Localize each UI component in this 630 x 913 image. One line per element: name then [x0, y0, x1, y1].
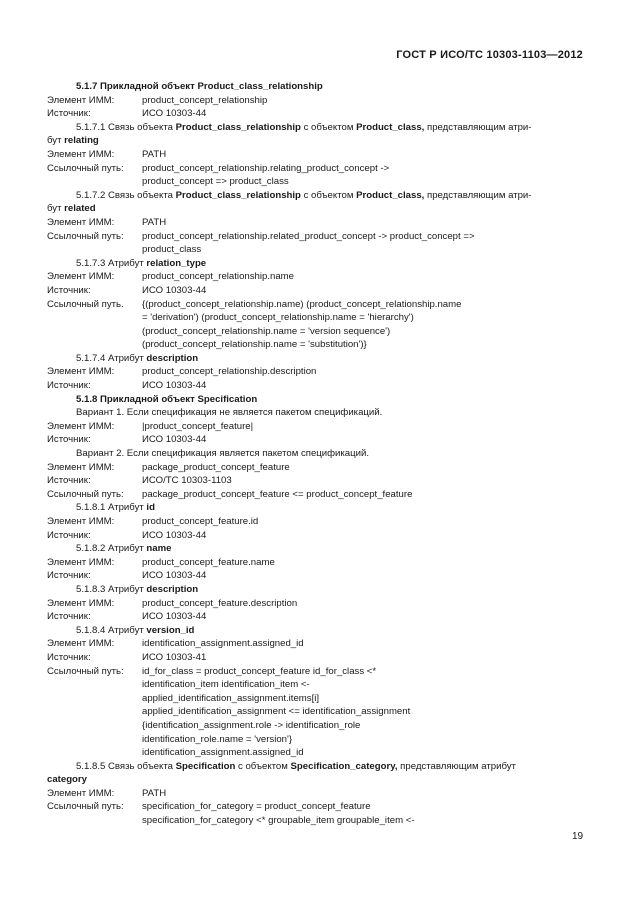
field-value: ИСО 10303-41 [142, 651, 207, 663]
field-label: Ссылочный путь: [47, 230, 124, 242]
subsection-5-1-7-1-cont: бут relating [47, 135, 99, 147]
field-row [47, 787, 592, 801]
field-value: {(product_concept_relationship.name) (product_concept_relationship.name [142, 298, 462, 310]
field-row [47, 610, 592, 624]
field-label: Источник: [47, 651, 91, 663]
field-label: Элемент ИММ: [47, 271, 115, 283]
field-row [47, 529, 592, 543]
field-value-cont: product_concept => product_class [142, 176, 289, 188]
subsection-5-1-7-3: 5.1.7.3 Атрибут relation_type [76, 257, 207, 269]
field-label: Элемент ИММ: [47, 638, 115, 650]
field-label: Источник: [47, 570, 91, 582]
subsection-5-1-8-5: 5.1.8.5 Связь объекта Specification с объектом Specification_category, представляющим атрибут [76, 760, 516, 772]
field-value-cont: (product_concept_relationship.name = 'substitution')} [142, 339, 367, 351]
field-label: Элемент ИММ: [47, 216, 115, 228]
field-label: Источник: [47, 475, 91, 487]
variant-2: Вариант 2. Если спецификация является пакетом спецификаций. [76, 448, 370, 460]
field-row [47, 148, 592, 162]
field-value-cont: applied_identification_assignment <= identification_assignment [142, 706, 411, 718]
field-value-cont: specification_for_category <* groupable_item groupable_item <- [142, 815, 415, 827]
field-value: PATH [142, 787, 167, 799]
field-label: Элемент ИММ: [47, 556, 115, 568]
document-body [47, 80, 592, 828]
field-row [47, 556, 592, 570]
field-value: product_concept_relationship.relating_product_concept -> [142, 162, 390, 174]
field-value-cont: identification_role.name = 'version'} [142, 733, 293, 745]
field-row [47, 107, 592, 121]
field-value: id_for_class = product_concept_feature id_for_class <* [142, 665, 377, 677]
field-label: Элемент ИММ: [47, 148, 115, 160]
field-row [47, 637, 592, 651]
field-label: Источник: [47, 434, 91, 446]
field-value: ИСО 10303-44 [142, 570, 207, 582]
field-value: package_product_concept_feature <= product_concept_feature [142, 488, 413, 500]
field-row [47, 665, 592, 679]
field-label: Ссылочный путь: [47, 801, 124, 813]
field-row [47, 651, 592, 665]
field-value-cont: applied_identification_assignment.items[i] [142, 692, 320, 704]
field-value: |product_concept_feature| [142, 420, 254, 432]
field-row [47, 162, 592, 176]
page-header: ГОСТ Р ИСО/ТС 10303-1103—2012 [396, 49, 583, 61]
field-value: product_concept_relationship.description [142, 366, 317, 378]
field-label: Ссылочный путь: [47, 488, 124, 500]
field-label: Ссылочный путь: [47, 665, 124, 677]
field-value: product_concept_feature.id [142, 516, 259, 527]
field-value-cont: product_class [142, 244, 202, 256]
field-value-cont: identification_item identification_item <- [142, 679, 310, 691]
field-row [47, 365, 592, 379]
field-label: Элемент ИММ: [47, 516, 115, 527]
field-value: ИСО 10303-44 [142, 434, 207, 446]
field-value: product_concept_relationship.related_product_concept -> product_concept => [142, 230, 475, 242]
field-value: ИСО 10303-44 [142, 380, 207, 392]
field-row [47, 284, 592, 298]
field-value: product_concept_feature.description [142, 597, 298, 609]
field-value-cont: {identification_assignment.role -> identification_role [142, 719, 361, 731]
field-label: Источник: [47, 284, 91, 296]
field-label: Элемент ИММ: [47, 787, 115, 799]
variant-1: Вариант 1. Если спецификация не является пакетом спецификаций. [76, 407, 383, 419]
field-row [47, 461, 592, 475]
field-row [47, 379, 592, 393]
field-value-cont: (product_concept_relationship.name = 'version sequence') [142, 325, 391, 337]
field-value-cont: = 'derivation') (product_concept_relationship.name = 'hierarchy') [142, 312, 414, 324]
subsection-5-1-8-5-cont: category [47, 774, 87, 786]
subsection-5-1-7-4: 5.1.7.4 Атрибут description [76, 352, 199, 364]
subsection-5-1-7-2-cont: бут related [47, 203, 96, 215]
field-value: PATH [142, 148, 167, 160]
section-heading-5-1-8: 5.1.8 Прикладной объект Specification [76, 393, 258, 405]
field-row [47, 569, 592, 583]
subsection-5-1-8-2: 5.1.8.2 Атрибут name [76, 543, 172, 555]
field-row [47, 298, 592, 312]
subsection-5-1-7-2: 5.1.7.2 Связь объекта Product_class_relationship с объектом Product_class, представляющим атри- [76, 189, 532, 201]
field-label: Элемент ИММ: [47, 461, 115, 473]
field-value: product_concept_feature.name [142, 556, 275, 568]
subsection-5-1-8-1: 5.1.8.1 Атрибут id [76, 502, 155, 514]
field-value: product_concept_relationship [142, 94, 268, 106]
field-value: package_product_concept_feature [142, 461, 290, 473]
subsection-5-1-8-4: 5.1.8.4 Атрибут version_id [76, 624, 195, 636]
field-value: ИСО 10303-44 [142, 108, 207, 120]
field-value: ИСО 10303-44 [142, 611, 207, 623]
field-label: Источник: [47, 529, 91, 541]
subsection-5-1-8-3: 5.1.8.3 Атрибут description [76, 583, 199, 595]
field-label: Ссылочный путь: [47, 162, 124, 174]
field-value: ИСО 10303-44 [142, 529, 207, 541]
field-value: PATH [142, 216, 167, 228]
field-row [47, 230, 592, 244]
field-row [47, 433, 592, 447]
field-label: Элемент ИММ: [47, 366, 115, 378]
field-label: Элемент ИММ: [47, 597, 115, 609]
page-number: 19 [572, 831, 584, 842]
field-row [47, 474, 592, 488]
field-label: Источник: [47, 380, 91, 392]
field-row [47, 597, 592, 611]
field-label: Источник: [47, 611, 91, 623]
field-row [47, 270, 592, 284]
field-value: ИСО 10303-44 [142, 284, 207, 296]
field-label: Источник: [47, 108, 91, 120]
subsection-5-1-7-1: 5.1.7.1 Связь объекта Product_class_relationship с объектом Product_class, представляющим атри- [76, 121, 532, 133]
field-label: Ссылочный путь. [47, 298, 124, 310]
field-row [47, 515, 592, 529]
field-value: ИСО/ТС 10303-1103 [142, 475, 232, 487]
field-value-cont: identification_assignment.assigned_id [142, 747, 304, 759]
field-value: specification_for_category = product_concept_feature [142, 801, 371, 813]
field-row [47, 94, 592, 108]
field-label: Элемент ИММ: [47, 420, 115, 432]
field-row [47, 488, 592, 502]
field-row [47, 420, 592, 434]
field-value: identification_assignment.assigned_id [142, 638, 304, 650]
field-label: Элемент ИММ: [47, 94, 115, 106]
section-heading-5-1-7: 5.1.7 Прикладной объект Product_class_relationship [76, 81, 323, 92]
field-value: product_concept_relationship.name [142, 271, 295, 283]
field-row [47, 800, 592, 814]
field-row [47, 216, 592, 230]
